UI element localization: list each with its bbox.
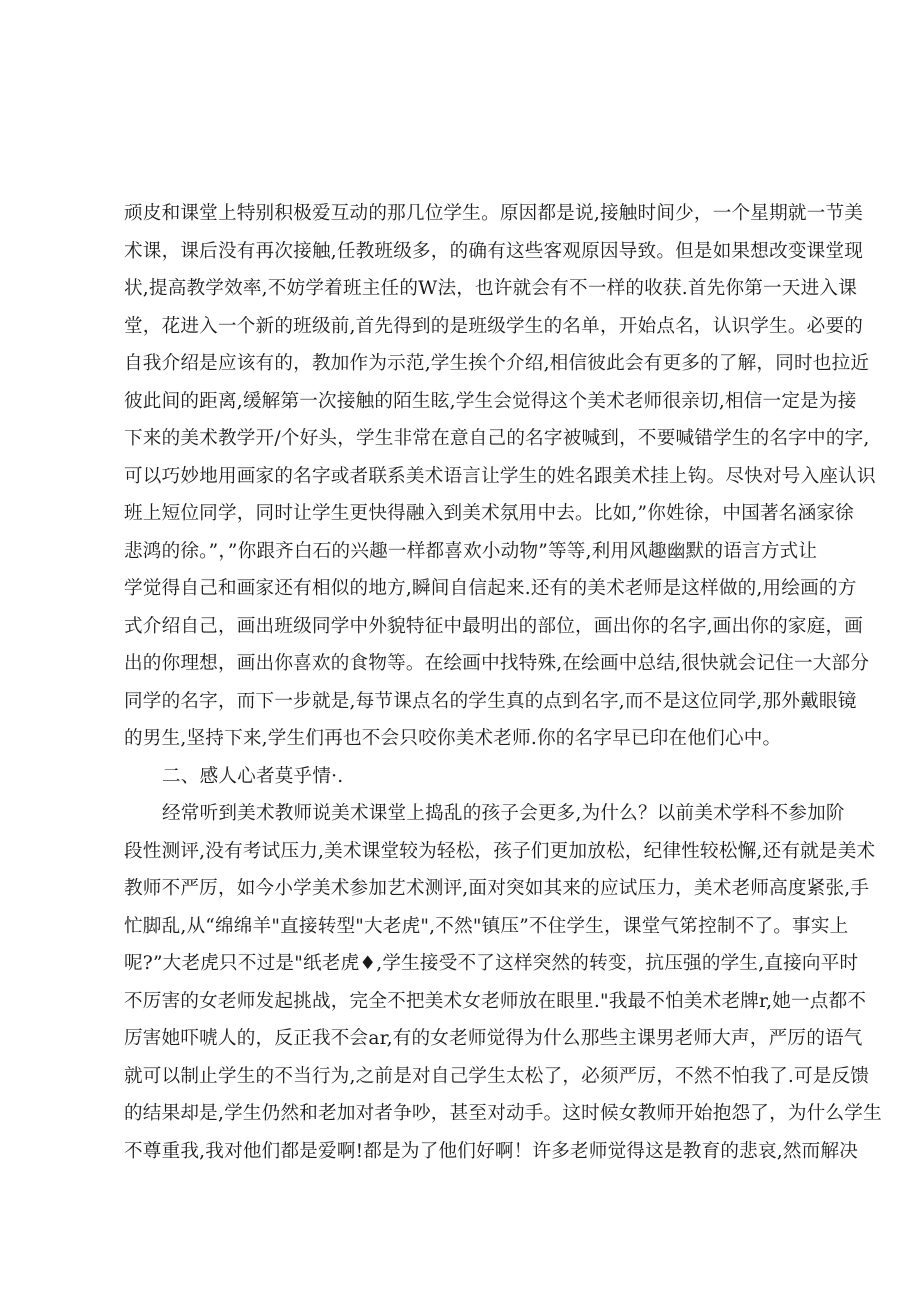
text-line: 呢?”大老虎只不过是"纸老虎♦,学生接受不了这样突然的转变，抗压强的学生,直接向平时 [124, 953, 859, 974]
text-line: 段性测评,没有考试压力,美术课堂较为轻松，孩子们更加放松，纪律性较松懈,还有就是美术 [124, 840, 876, 862]
text-line: 状,提高教学效率,不妨学着班主任的W法，也许就会有不一样的收获.首先你第一天进入课 [124, 278, 858, 299]
text-line: 不厉害的女老师发起挑战，完全不把美术女老师放在眼里."我最不怕美术老牌r,她一点都不 [124, 990, 867, 1012]
text-line: 忙脚乱,从“绵绵羊"直接转型"大老虎",不然"镇压”不住学生，课堂气笫控制不了。事实上 [124, 915, 849, 937]
text-line: 就可以制止学生的不当行为,之前是对自己学生太松了，必须严厉，不然不怕我了.可是反馈 [124, 1065, 870, 1087]
text-line: 自我介绍是应该有的，教加作为示范,学生挨个介绍,相信彼此会有更多的了解，同时也拉近 [124, 353, 870, 374]
paragraph-2 [124, 795, 882, 1170]
text-line: 出的你理想，画出你喜欢的食物等。在绘画中找特殊,在绘画中总结,很快就会记住一大部分 [124, 653, 870, 674]
text-line: 悲鸿的徐。”，”你跟齐白石的兴趣一样都喜欢小动物”等等,利用风趣幽默的语言方式让 [124, 540, 818, 562]
text-line: 厉害她吓唬人的，反正我不会ar,有的女老师觉得为什么那些主课男老师大声，严厉的语气 [124, 1028, 863, 1049]
text-line: 班上短位同学，同时让学生更快得融入到美术氛用中去。比如,”你姓徐，中国著名涵家徐 [124, 503, 854, 524]
text-line: 术课，课后没有再次接触,任教班级多，的确有这些客观原因导致。但是如果想改变课堂现 [124, 240, 864, 262]
text-line: 的结果却是,学生仍然和老加对者争吵，甚至对动手。这时候女教师开始抱怨了，为什么学生 [124, 1103, 882, 1124]
text-line: 式介绍自己，画出班级同学中外貌特征中最明出的部位，画出你的名字,画出你的家庭，画 [124, 615, 864, 637]
text-line: 教师不严厉，如今小学美术参加艺术测评,面对突如其来的应试压力，美术老师高度紧张,手 [124, 878, 870, 899]
text-line: 堂，花进入一个新的班级前,首先得到的是班级学生的名单，开始点名，认识学生。必要的 [124, 315, 864, 337]
text-line: 下来的美术教学开/个好头，学生非常在意自己的名字被喊到，不要喊错学生的名字中的字, [124, 428, 870, 449]
paragraph-1 [124, 195, 876, 758]
document-page [124, 195, 882, 1170]
text-line: 顽皮和课堂上特别积极爱互动的那几位学生。原因都是说,接触时间少，一个星期就一节美 [124, 203, 864, 224]
text-line: 学觉得自己和画家还有相似的地方,瞬间自信起来.还有的美术老师是这样做的,用绘画的方 [124, 578, 857, 599]
text-line: 彼此间的距离,缓解第一次接触的陌生眩,学生会觉得这个美术老师很亲切,相信一定是为接 [124, 390, 857, 412]
section-heading: 二、感人心者莫乎情·. [162, 765, 344, 787]
text-line: 不尊重我,我对他们都是爱啊!都是为了他们好啊！许多老师觉得这是教育的悲哀,然而解决 [124, 1140, 859, 1162]
text-line: 的男生,坚持下来,学生们再也不会只咬你美术老师.你的名字早已印在他们心中。 [124, 728, 782, 749]
text-line: 同学的名字，而下一步就是,每节课点名的学生真的点到名字,而不是这位同学,那外戴眼镜 [124, 690, 857, 712]
text-line: 经常听到美术教师说美术课堂上捣乱的孩子会更多,为什么？以前美术学科不参加阶 [162, 803, 845, 824]
text-line: 可以巧妙地用画家的名字或者联系美术语言让学生的姓名跟美术挂上钩。尽快对号入座认识 [124, 465, 876, 487]
